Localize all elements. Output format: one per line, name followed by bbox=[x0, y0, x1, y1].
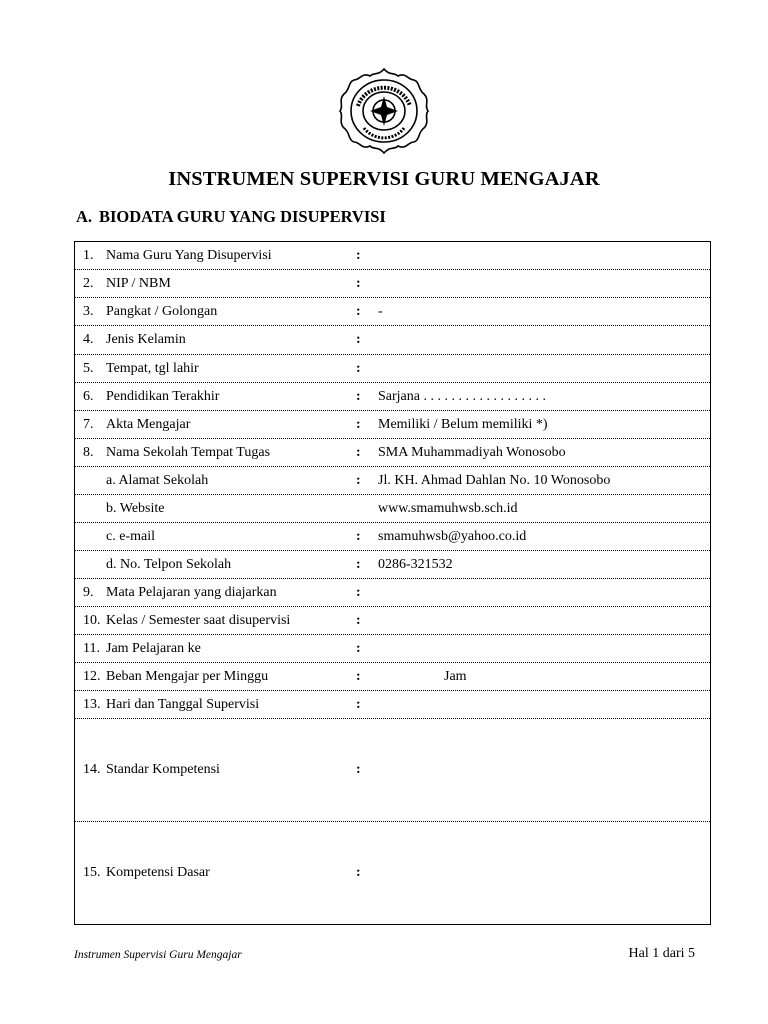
table-row bbox=[75, 326, 710, 355]
field-colon: : bbox=[356, 444, 361, 460]
field-label: a. Alamat Sekolah bbox=[106, 472, 209, 488]
table-row bbox=[75, 383, 710, 411]
table-row bbox=[75, 635, 710, 663]
field-value[interactable]: 0286-321532 bbox=[378, 556, 453, 572]
section-heading bbox=[76, 207, 386, 227]
row-number: 12. bbox=[83, 668, 101, 684]
table-row bbox=[75, 607, 710, 635]
table-row bbox=[75, 411, 710, 439]
table-row bbox=[75, 663, 710, 691]
field-label: NIP / NBM bbox=[106, 275, 171, 291]
row-number: 10. bbox=[83, 612, 101, 628]
school-seal-logo bbox=[336, 66, 432, 156]
field-label: Pendidikan Terakhir bbox=[106, 388, 220, 404]
row-number: 14. bbox=[83, 762, 101, 777]
biodata-table bbox=[74, 241, 711, 925]
row-number: 11. bbox=[83, 640, 100, 656]
row-number: 4. bbox=[83, 332, 94, 347]
table-row bbox=[75, 439, 710, 467]
row-number: 9. bbox=[83, 584, 94, 600]
row-number bbox=[83, 551, 107, 578]
footer-page-number: Hal 1 dari 5 bbox=[628, 946, 695, 961]
table-row bbox=[75, 822, 710, 923]
field-label: Kompetensi Dasar bbox=[106, 864, 210, 880]
field-colon: : bbox=[356, 584, 361, 600]
field-colon: : bbox=[356, 640, 361, 656]
row-number: 8. bbox=[83, 444, 94, 460]
row-number: 6. bbox=[83, 388, 94, 404]
document-title: INSTRUMEN SUPERVISI GURU MENGAJAR bbox=[168, 168, 600, 190]
table-row bbox=[75, 691, 710, 719]
table-row bbox=[75, 242, 710, 270]
table-row bbox=[75, 467, 710, 495]
field-label: Mata Pelajaran yang diajarkan bbox=[106, 584, 277, 600]
field-value[interactable]: smamuhwsb@yahoo.co.id bbox=[378, 528, 527, 544]
table-row bbox=[75, 523, 710, 551]
field-label: c. e-mail bbox=[106, 528, 155, 544]
row-number: 2. bbox=[83, 275, 94, 291]
field-value[interactable]: Jam bbox=[444, 668, 467, 684]
field-label: d. No. Telpon Sekolah bbox=[106, 556, 232, 572]
field-label: Beban Mengajar per Minggu bbox=[106, 668, 269, 684]
field-value[interactable]: Memiliki / Belum memiliki *) bbox=[378, 416, 548, 432]
row-number bbox=[83, 495, 107, 522]
row-number: 15. bbox=[83, 864, 101, 880]
field-colon: : bbox=[356, 275, 361, 291]
row-number: 1. bbox=[83, 247, 94, 263]
field-label: Nama Guru Yang Disupervisi bbox=[106, 247, 272, 263]
field-label: Jam Pelajaran ke bbox=[106, 640, 201, 656]
field-colon: : bbox=[356, 556, 361, 572]
table-row bbox=[75, 270, 710, 298]
row-number: 13. bbox=[83, 696, 101, 712]
table-row bbox=[75, 355, 710, 383]
field-value[interactable]: Sarjana . . . . . . . . . . . . . . . . . . bbox=[378, 388, 546, 404]
section-letter: A. bbox=[76, 207, 93, 226]
footer-document-name: Instrumen Supervisi Guru Mengajar bbox=[74, 949, 242, 961]
field-colon: : bbox=[356, 360, 361, 376]
field-label: Pangkat / Golongan bbox=[106, 303, 218, 319]
row-number bbox=[83, 523, 107, 550]
field-label: b. Website bbox=[106, 500, 165, 516]
field-label: Standar Kompetensi bbox=[106, 762, 220, 777]
field-label: Tempat, tgl lahir bbox=[106, 360, 199, 376]
row-number: 7. bbox=[83, 416, 94, 432]
field-value[interactable]: Jl. KH. Ahmad Dahlan No. 10 Wonosobo bbox=[378, 472, 611, 488]
field-label: Akta Mengajar bbox=[106, 416, 191, 432]
field-label: Nama Sekolah Tempat Tugas bbox=[106, 444, 271, 460]
field-colon: : bbox=[356, 864, 361, 880]
field-value[interactable]: SMA Muhammadiyah Wonosobo bbox=[378, 444, 566, 460]
field-colon: : bbox=[356, 332, 361, 347]
field-colon: : bbox=[356, 303, 361, 319]
table-row bbox=[75, 719, 710, 822]
table-row bbox=[75, 495, 710, 523]
table-row bbox=[75, 298, 710, 326]
field-label: Kelas / Semester saat disupervisi bbox=[106, 612, 291, 628]
field-label: Jenis Kelamin bbox=[106, 332, 186, 347]
field-label: Hari dan Tanggal Supervisi bbox=[106, 696, 260, 712]
section-title: BIODATA GURU YANG DISUPERVISI bbox=[99, 207, 386, 226]
field-colon: : bbox=[356, 668, 361, 684]
field-colon: : bbox=[356, 696, 361, 712]
field-colon: : bbox=[356, 247, 361, 263]
field-colon: : bbox=[356, 612, 361, 628]
table-row bbox=[75, 579, 710, 607]
row-number bbox=[83, 467, 107, 494]
row-number: 3. bbox=[83, 303, 94, 319]
table-row bbox=[75, 551, 710, 579]
field-value[interactable]: www.smamuhwsb.sch.id bbox=[378, 500, 518, 516]
field-colon: : bbox=[356, 762, 361, 777]
field-colon: : bbox=[356, 388, 361, 404]
row-number: 5. bbox=[83, 360, 94, 376]
field-value[interactable]: - bbox=[378, 303, 383, 319]
field-colon: : bbox=[356, 416, 361, 432]
field-colon: : bbox=[356, 528, 361, 544]
field-colon: : bbox=[356, 472, 361, 488]
